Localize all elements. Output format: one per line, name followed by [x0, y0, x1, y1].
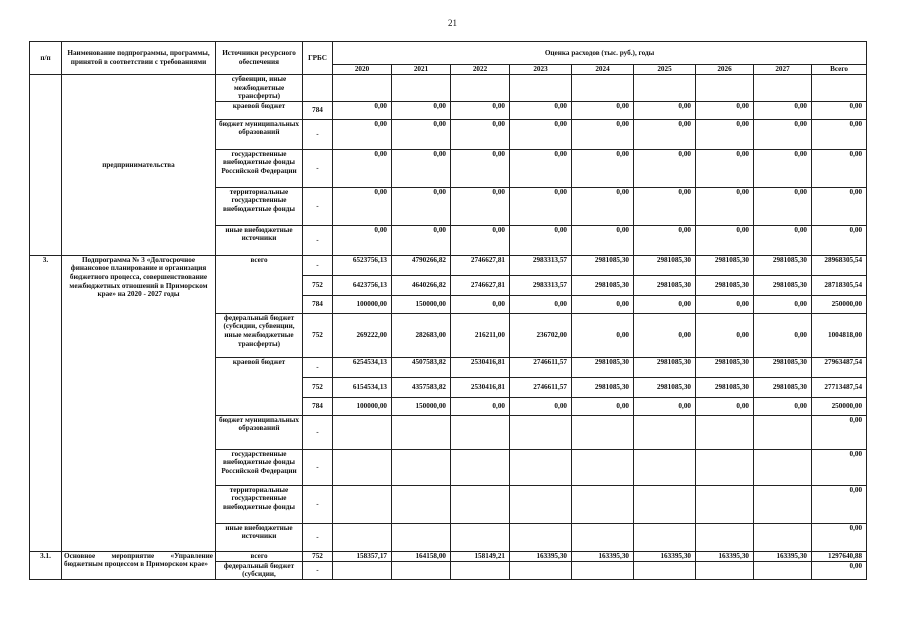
- amount-cell: [392, 75, 451, 102]
- amount-cell: 2981085,30: [572, 357, 634, 377]
- amount-cell: 0,00: [451, 187, 510, 225]
- amount-cell: [696, 485, 754, 523]
- amount-cell: [510, 449, 572, 485]
- amount-cell: [572, 75, 634, 102]
- amount-cell: 0,00: [510, 397, 572, 415]
- amount-cell: 150000,00: [392, 295, 451, 313]
- amount-cell: 0,00: [451, 119, 510, 149]
- amount-cell: 4357583,82: [392, 377, 451, 397]
- amount-cell: 0,00: [754, 397, 812, 415]
- amount-cell: 2530416,81: [451, 377, 510, 397]
- amount-cell: 163395,30: [754, 551, 812, 561]
- amount-cell: 2746627,81: [451, 255, 510, 275]
- table-row: [30, 75, 867, 102]
- funding-source: иные внебюджетные источники: [216, 523, 303, 551]
- amount-cell: 2981085,30: [572, 377, 634, 397]
- row-number: [30, 75, 62, 256]
- amount-cell: 2981085,30: [696, 377, 754, 397]
- amount-cell: 0,00: [634, 101, 696, 119]
- amount-cell: 0,00: [696, 225, 754, 255]
- amount-cell: 2981085,30: [634, 255, 696, 275]
- amount-cell: 0,00: [333, 101, 392, 119]
- amount-cell: 4790266,82: [392, 255, 451, 275]
- grbs-code: 752: [303, 275, 333, 295]
- row-number: 3.: [30, 255, 62, 551]
- funding-source: территориальные государственные внебюджетные фонды: [216, 187, 303, 225]
- amount-cell: 0,00: [696, 101, 754, 119]
- amount-cell: 0,00: [754, 119, 812, 149]
- amount-cell: 0,00: [572, 119, 634, 149]
- amount-cell: 163395,30: [634, 551, 696, 561]
- amount-cell: 0,00: [696, 187, 754, 225]
- amount-cell: 2981085,30: [754, 255, 812, 275]
- amount-cell: 0,00: [812, 101, 867, 119]
- funding-source: субвенции, иные межбюджетные трансферты): [216, 75, 303, 102]
- header-year: 2026: [696, 65, 754, 75]
- amount-cell: 0,00: [510, 149, 572, 187]
- amount-cell: [634, 75, 696, 102]
- amount-cell: 27713487,54: [812, 377, 867, 397]
- amount-cell: 0,00: [451, 101, 510, 119]
- amount-cell: [392, 561, 451, 579]
- amount-cell: [510, 75, 572, 102]
- amount-cell: 2983313,57: [510, 275, 572, 295]
- table-row: [30, 551, 867, 561]
- amount-cell: [572, 561, 634, 579]
- amount-cell: 0,00: [333, 149, 392, 187]
- amount-cell: [696, 523, 754, 551]
- amount-cell: [572, 523, 634, 551]
- amount-cell: 4507583,82: [392, 357, 451, 377]
- amount-cell: 0,00: [510, 119, 572, 149]
- amount-cell: 0,00: [696, 295, 754, 313]
- amount-cell: [754, 415, 812, 449]
- amount-cell: 0,00: [812, 119, 867, 149]
- amount-cell: [572, 449, 634, 485]
- amount-cell: 0,00: [634, 149, 696, 187]
- amount-cell: [392, 485, 451, 523]
- amount-cell: 0,00: [333, 187, 392, 225]
- amount-cell: [451, 561, 510, 579]
- header-grbs: ГРБС: [303, 42, 333, 75]
- amount-cell: 6254534,13: [333, 357, 392, 377]
- amount-cell: 2746627,81: [451, 275, 510, 295]
- amount-cell: [392, 449, 451, 485]
- amount-cell: 158149,21: [451, 551, 510, 561]
- amount-cell: 0,00: [634, 225, 696, 255]
- amount-cell: 282683,00: [392, 313, 451, 357]
- amount-cell: [333, 415, 392, 449]
- amount-cell: 0,00: [392, 149, 451, 187]
- amount-cell: 0,00: [634, 119, 696, 149]
- amount-cell: [634, 523, 696, 551]
- amount-cell: 0,00: [754, 313, 812, 357]
- amount-cell: [333, 75, 392, 102]
- amount-cell: 6423756,13: [333, 275, 392, 295]
- amount-cell: [333, 449, 392, 485]
- amount-cell: 0,00: [696, 119, 754, 149]
- amount-cell: 100000,00: [333, 397, 392, 415]
- amount-cell: [754, 561, 812, 579]
- amount-cell: 0,00: [812, 415, 867, 449]
- amount-cell: [510, 561, 572, 579]
- amount-cell: 2983313,57: [510, 255, 572, 275]
- amount-cell: 0,00: [634, 397, 696, 415]
- amount-cell: 2981085,30: [572, 275, 634, 295]
- program-name: Основное мероприятие «Управление бюджетным процессом в Приморском крае»: [62, 551, 216, 579]
- amount-cell: 0,00: [812, 561, 867, 579]
- funding-source: федеральный бюджет (субсидии, субвенции, иные межбюджетные трансферты): [216, 313, 303, 357]
- grbs-code: -: [303, 225, 333, 255]
- amount-cell: 164158,00: [392, 551, 451, 561]
- amount-cell: [392, 523, 451, 551]
- funding-source: государственные внебюджетные фонды Российской Федерации: [216, 149, 303, 187]
- amount-cell: [451, 449, 510, 485]
- table-body: [30, 75, 867, 580]
- grbs-code: 752: [303, 551, 333, 561]
- amount-cell: 0,00: [634, 295, 696, 313]
- funding-source: федеральный бюджет (субсидии,: [216, 561, 303, 579]
- funding-source: территориальные государственные внебюджетные фонды: [216, 485, 303, 523]
- grbs-code: -: [303, 485, 333, 523]
- funding-source: бюджет муниципальных образований: [216, 119, 303, 149]
- amount-cell: 2530416,81: [451, 357, 510, 377]
- grbs-code: -: [303, 449, 333, 485]
- table-row: [30, 255, 867, 275]
- amount-cell: [634, 415, 696, 449]
- header-year: 2025: [634, 65, 696, 75]
- amount-cell: 0,00: [696, 313, 754, 357]
- amount-cell: 0,00: [812, 523, 867, 551]
- funding-source: краевой бюджет: [216, 101, 303, 119]
- amount-cell: 0,00: [572, 313, 634, 357]
- amount-cell: 0,00: [572, 397, 634, 415]
- amount-cell: [333, 485, 392, 523]
- amount-cell: 0,00: [754, 149, 812, 187]
- grbs-code: [303, 75, 333, 102]
- amount-cell: 0,00: [451, 149, 510, 187]
- amount-cell: 0,00: [572, 101, 634, 119]
- amount-cell: 2981085,30: [634, 377, 696, 397]
- grbs-code: -: [303, 255, 333, 275]
- header-row: [30, 42, 867, 65]
- funding-source: государственные внебюджетные фонды Российской Федерации: [216, 449, 303, 485]
- amount-cell: [696, 561, 754, 579]
- grbs-code: 752: [303, 313, 333, 357]
- grbs-code: 752: [303, 377, 333, 397]
- amount-cell: 2981085,30: [634, 357, 696, 377]
- grbs-code: 784: [303, 397, 333, 415]
- amount-cell: [696, 415, 754, 449]
- amount-cell: 0,00: [333, 119, 392, 149]
- expenditure-table-wrapper: [29, 41, 866, 580]
- amount-cell: 2981085,30: [696, 357, 754, 377]
- amount-cell: 250000,00: [812, 295, 867, 313]
- grbs-code: 784: [303, 295, 333, 313]
- amount-cell: [510, 485, 572, 523]
- amount-cell: 0,00: [510, 187, 572, 225]
- amount-cell: 0,00: [812, 485, 867, 523]
- amount-cell: 0,00: [696, 397, 754, 415]
- amount-cell: 2981085,30: [572, 255, 634, 275]
- amount-cell: 2981085,30: [696, 255, 754, 275]
- header-year: 2023: [510, 65, 572, 75]
- amount-cell: [392, 415, 451, 449]
- amount-cell: 163395,30: [572, 551, 634, 561]
- amount-cell: 0,00: [634, 187, 696, 225]
- header-year: 2020: [333, 65, 392, 75]
- amount-cell: [754, 485, 812, 523]
- amount-cell: 0,00: [812, 187, 867, 225]
- header-year: 2027: [754, 65, 812, 75]
- amount-cell: 6154534,13: [333, 377, 392, 397]
- amount-cell: 0,00: [812, 225, 867, 255]
- amount-cell: [634, 449, 696, 485]
- grbs-code: -: [303, 523, 333, 551]
- amount-cell: 0,00: [451, 397, 510, 415]
- amount-cell: 163395,30: [510, 551, 572, 561]
- amount-cell: 0,00: [572, 225, 634, 255]
- program-name: Подпрограмма № 3 «Долгосрочное финансовое планирование и организация бюджетного процесса, совершенствование межбюджетных отношений в Приморском крае» на 2020 - 2027 годы: [62, 255, 216, 551]
- amount-cell: 0,00: [754, 225, 812, 255]
- amount-cell: [754, 75, 812, 102]
- amount-cell: [572, 415, 634, 449]
- header-np: п/п: [30, 42, 62, 75]
- amount-cell: 0,00: [572, 295, 634, 313]
- funding-source: всего: [216, 255, 303, 313]
- amount-cell: [510, 415, 572, 449]
- header-year: Всего: [812, 65, 867, 75]
- header-estimate: Оценка расходов (тыс. руб.), годы: [333, 42, 867, 65]
- amount-cell: 0,00: [392, 187, 451, 225]
- amount-cell: 2981085,30: [754, 377, 812, 397]
- amount-cell: 0,00: [572, 187, 634, 225]
- amount-cell: [451, 75, 510, 102]
- grbs-code: -: [303, 119, 333, 149]
- amount-cell: 0,00: [451, 295, 510, 313]
- expenditure-table: [29, 41, 867, 580]
- row-number: 3.1.: [30, 551, 62, 579]
- amount-cell: 0,00: [754, 295, 812, 313]
- amount-cell: 0,00: [333, 225, 392, 255]
- amount-cell: 0,00: [572, 149, 634, 187]
- amount-cell: 100000,00: [333, 295, 392, 313]
- amount-cell: 0,00: [634, 313, 696, 357]
- amount-cell: 0,00: [510, 225, 572, 255]
- funding-source: иные внебюджетные источники: [216, 225, 303, 255]
- amount-cell: [333, 561, 392, 579]
- amount-cell: [634, 485, 696, 523]
- amount-cell: [451, 485, 510, 523]
- amount-cell: 0,00: [754, 187, 812, 225]
- header-year: 2024: [572, 65, 634, 75]
- amount-cell: 2746611,57: [510, 377, 572, 397]
- grbs-code: -: [303, 357, 333, 377]
- amount-cell: [754, 523, 812, 551]
- amount-cell: 2981085,30: [754, 275, 812, 295]
- amount-cell: [510, 523, 572, 551]
- amount-cell: [333, 523, 392, 551]
- grbs-code: -: [303, 149, 333, 187]
- amount-cell: 0,00: [392, 119, 451, 149]
- amount-cell: 2746611,57: [510, 357, 572, 377]
- funding-source: всего: [216, 551, 303, 561]
- amount-cell: 28718305,54: [812, 275, 867, 295]
- amount-cell: [572, 485, 634, 523]
- amount-cell: 0,00: [392, 225, 451, 255]
- amount-cell: 216211,00: [451, 313, 510, 357]
- amount-cell: 158357,17: [333, 551, 392, 561]
- amount-cell: 163395,30: [696, 551, 754, 561]
- program-name: предпринимательства: [62, 75, 216, 256]
- amount-cell: 250000,00: [812, 397, 867, 415]
- amount-cell: 2981085,30: [696, 275, 754, 295]
- grbs-code: -: [303, 415, 333, 449]
- amount-cell: 0,00: [754, 101, 812, 119]
- header-year: 2022: [451, 65, 510, 75]
- header-name: Наименование подпрограммы, программы, принятой в соответствии с требованиями: [62, 42, 216, 75]
- amount-cell: 269222,00: [333, 313, 392, 357]
- amount-cell: 0,00: [451, 225, 510, 255]
- amount-cell: [634, 561, 696, 579]
- amount-cell: 0,00: [812, 149, 867, 187]
- amount-cell: 2981085,30: [754, 357, 812, 377]
- funding-source: краевой бюджет: [216, 357, 303, 415]
- header-sources: Источники ресурсного обеспечения: [216, 42, 303, 75]
- amount-cell: [812, 75, 867, 102]
- amount-cell: 236702,00: [510, 313, 572, 357]
- amount-cell: 2981085,30: [634, 275, 696, 295]
- amount-cell: 4640266,82: [392, 275, 451, 295]
- page-number: 21: [448, 18, 457, 28]
- header-year: 2021: [392, 65, 451, 75]
- amount-cell: 1004818,00: [812, 313, 867, 357]
- amount-cell: [696, 75, 754, 102]
- amount-cell: 28968305,54: [812, 255, 867, 275]
- amount-cell: 1297640,88: [812, 551, 867, 561]
- amount-cell: [451, 523, 510, 551]
- grbs-code: 784: [303, 101, 333, 119]
- amount-cell: 6523756,13: [333, 255, 392, 275]
- amount-cell: 0,00: [392, 101, 451, 119]
- funding-source: бюджет муниципальных образований: [216, 415, 303, 449]
- amount-cell: 150000,00: [392, 397, 451, 415]
- grbs-code: -: [303, 561, 333, 579]
- amount-cell: 0,00: [812, 449, 867, 485]
- amount-cell: [754, 449, 812, 485]
- amount-cell: 0,00: [696, 149, 754, 187]
- amount-cell: 0,00: [510, 295, 572, 313]
- amount-cell: [451, 415, 510, 449]
- grbs-code: -: [303, 187, 333, 225]
- amount-cell: 27963487,54: [812, 357, 867, 377]
- amount-cell: [696, 449, 754, 485]
- amount-cell: 0,00: [510, 101, 572, 119]
